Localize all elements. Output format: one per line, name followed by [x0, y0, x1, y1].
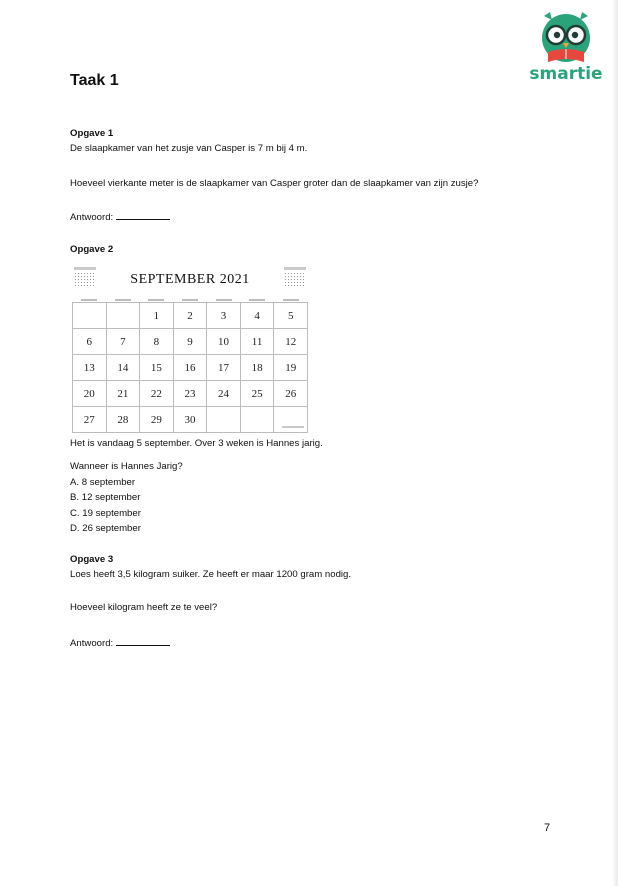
calendar-day: 12	[274, 329, 308, 355]
calendar-day: 3	[207, 303, 241, 329]
calendar-footer-mark	[282, 426, 304, 428]
calendar-day: 25	[240, 381, 274, 407]
page-title: Taak 1	[70, 72, 119, 89]
q1-question: Hoeveel vierkante meter is de slaapkamer van Casper groter dan de slaapkamer van zijn zusje?	[70, 178, 479, 189]
page-number: 7	[544, 822, 551, 834]
smartie-logo	[528, 10, 604, 84]
calendar-day: 28	[106, 407, 140, 433]
calendar-day: 24	[207, 381, 241, 407]
calendar-title: SEPTEMBER 2021	[130, 272, 250, 287]
q1-answer-line	[70, 210, 170, 224]
logo-wordmark: smartie	[529, 64, 603, 84]
calendar-day: 22	[140, 381, 174, 407]
calendar-week	[73, 355, 308, 381]
calendar-day: 26	[274, 381, 308, 407]
calendar-day: 18	[240, 355, 274, 381]
calendar-day: 14	[106, 355, 140, 381]
calendar-image	[72, 264, 308, 430]
calendar-week	[73, 303, 308, 329]
calendar-day	[207, 407, 241, 433]
calendar-day: 30	[173, 407, 207, 433]
q2-option-a: A. 8 september	[70, 477, 136, 488]
calendar-day: 17	[207, 355, 241, 381]
q1-heading: Opgave 1	[70, 128, 114, 139]
q3-question: Hoeveel kilogram heeft ze te veel?	[70, 602, 218, 613]
calendar-day: 11	[240, 329, 274, 355]
calendar-day: 21	[106, 381, 140, 407]
q2-question: Wanneer is Hannes Jarig?	[70, 461, 183, 472]
calendar-week	[73, 381, 308, 407]
q2-option-b: B. 12 september	[70, 492, 141, 503]
q1-answer-blank	[116, 210, 170, 220]
q1-answer-label: Antwoord:	[70, 212, 114, 223]
calendar-day: 15	[140, 355, 174, 381]
page-edge-shadow	[612, 0, 618, 886]
calendar-day: 5	[274, 303, 308, 329]
q2-option-c: C. 19 september	[70, 508, 141, 519]
calendar-day: 23	[173, 381, 207, 407]
calendar-day	[274, 407, 308, 433]
calendar-day: 1	[140, 303, 174, 329]
q2-heading: Opgave 2	[70, 244, 114, 255]
calendar-day	[73, 303, 107, 329]
calendar-day: 16	[173, 355, 207, 381]
calendar-day	[106, 303, 140, 329]
q2-text: Het is vandaag 5 september. Over 3 weken is Hannes jarig.	[70, 438, 323, 449]
calendar-day: 8	[140, 329, 174, 355]
q2-option-d: D. 26 september	[70, 523, 141, 534]
calendar-grid	[72, 296, 308, 433]
calendar-day: 27	[73, 407, 107, 433]
owl-icon	[528, 10, 604, 66]
calendar-day: 13	[73, 355, 107, 381]
calendar-day: 20	[73, 381, 107, 407]
q3-answer-blank	[116, 636, 170, 646]
q3-heading: Opgave 3	[70, 554, 114, 565]
calendar-day: 19	[274, 355, 308, 381]
q3-answer-line	[70, 636, 170, 650]
calendar-day: 10	[207, 329, 241, 355]
q1-text: De slaapkamer van het zusje van Casper is 7 m bij 4 m.	[70, 143, 308, 154]
calendar-day: 29	[140, 407, 174, 433]
calendar-day: 7	[106, 329, 140, 355]
calendar-day: 2	[173, 303, 207, 329]
calendar-week	[73, 329, 308, 355]
q3-answer-label: Antwoord:	[70, 638, 114, 649]
calendar-day: 4	[240, 303, 274, 329]
calendar-week	[73, 407, 308, 433]
calendar-day: 9	[173, 329, 207, 355]
q3-text: Loes heeft 3,5 kilogram suiker. Ze heeft er maar 1200 gram nodig.	[70, 569, 352, 580]
calendar-day: 6	[73, 329, 107, 355]
calendar-day	[240, 407, 274, 433]
mini-calendar-next	[284, 267, 306, 289]
